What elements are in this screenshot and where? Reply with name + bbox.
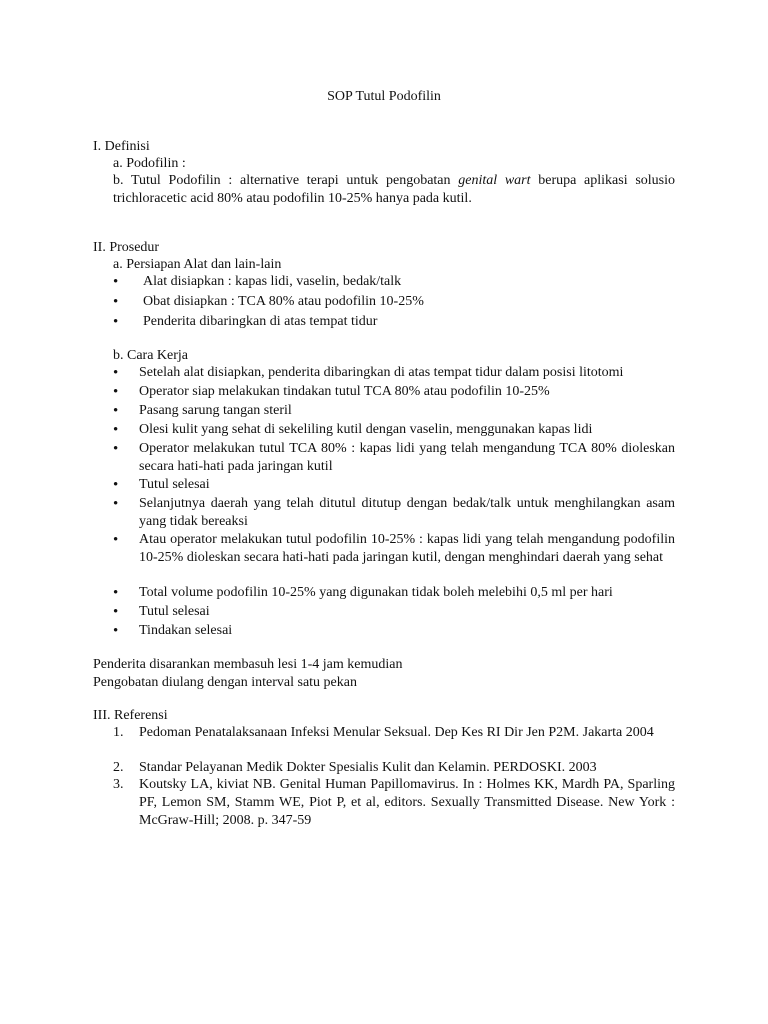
list-item-text: Total volume podofilin 10-25% yang digunakan tidak boleh melebihi 0,5 ml per hari (139, 585, 613, 600)
bullet-icon (113, 383, 133, 402)
list-item (113, 603, 675, 621)
list-item (113, 364, 675, 382)
list-item-text: Alat disiapkan : kapas lidi, vaselin, bedak/talk (143, 274, 402, 289)
list-item-text: Olesi kulit yang sehat di sekeliling kutil dengan vaselin, menggunakan kapas lidi (139, 422, 593, 437)
reference-item (113, 776, 675, 830)
list-item-text: Tutul selesai (139, 477, 210, 492)
reference-number: 1. (113, 725, 124, 740)
list-item (113, 584, 675, 602)
definisi-tutul-podofilin (113, 172, 675, 208)
list-item (113, 622, 675, 640)
list-item-text: Atau operator melakukan tutul podofilin 10-25% : kapas lidi yang telah mengandung podofilin 10-25% dioleskan secara hati-hati pada jaringan kutil, dengan menghindari daerah yang sehat (139, 532, 675, 565)
document-title: SOP Tutul Podofilin (327, 89, 441, 104)
list-item-text: Pasang sarung tangan steril (139, 403, 292, 418)
list-item-text: Setelah alat disiapkan, penderita dibaringkan di atas tempat tidur dalam posisi litotomi (139, 365, 624, 380)
definisi-podofilin: a. Podofilin : (113, 156, 186, 171)
list-item-text: Selanjutnya daerah yang telah ditutul ditutup dengan bedak/talk untuk menghilangkan asam yang tidak bereaksi (139, 496, 675, 529)
bullet-icon (113, 531, 133, 550)
bullet-icon (113, 273, 133, 292)
bullet-icon (113, 313, 133, 332)
bullet-icon (113, 402, 133, 421)
list-item (113, 402, 675, 420)
list-item (113, 421, 675, 439)
list-item (113, 531, 675, 567)
reference-item (113, 759, 675, 777)
reference-text: Koutsky LA, kiviat NB. Genital Human Papillomavirus. In : Holmes KK, Mardh PA, Sparling PF, Lemon SM, Stamm WE, Piot P, et al, editors. Sexually Transmitted Disease. New York : McGraw-Hill; 2008. p. 347-59 (139, 777, 675, 828)
reference-item (113, 724, 675, 742)
bullet-icon (113, 293, 133, 312)
section-referensi-heading: III. Referensi (93, 708, 168, 723)
list-item (113, 273, 675, 291)
list-item (113, 495, 675, 531)
list-item-text: Tindakan selesai (139, 623, 233, 638)
list-item (113, 293, 675, 311)
bullet-icon (113, 440, 133, 459)
reference-number: 2. (113, 760, 124, 775)
note-line: Penderita disarankan membasuh lesi 1-4 jam kemudian (93, 657, 403, 672)
note-line: Pengobatan diulang dengan interval satu pekan (93, 675, 357, 690)
reference-text: Pedoman Penatalaksanaan Infeksi Menular Seksual. Dep Kes RI Dir Jen P2M. Jakarta 2004 (139, 725, 654, 740)
list-item-text: Operator siap melakukan tindakan tutul TCA 80% atau podofilin 10-25% (139, 384, 550, 399)
list-item-text: Operator melakukan tutul TCA 80% : kapas lidi yang telah mengandung TCA 80% dioleskan secara hati-hati pada jaringan kutil (139, 441, 675, 474)
definisi-b-suffix: berupa aplikasi solusio trichloracetic acid 80% atau podofilin 10-25% hanya pada kutil. (113, 173, 675, 206)
list-item-text: Obat disiapkan : TCA 80% atau podofilin 10-25% (143, 294, 424, 309)
reference-number: 3. (113, 777, 124, 792)
bullet-icon (113, 584, 133, 603)
list-item (113, 476, 675, 494)
bullet-icon (113, 495, 133, 514)
bullet-icon (113, 603, 133, 622)
list-item (113, 440, 675, 476)
list-item-text: Penderita dibaringkan di atas tempat tidur (143, 314, 378, 329)
list-item-text: Tutul selesai (139, 604, 210, 619)
bullet-icon (113, 622, 133, 641)
definisi-b-italic: genital wart (458, 173, 531, 188)
list-item (113, 383, 675, 401)
persiapan-heading: a. Persiapan Alat dan lain-lain (113, 257, 282, 272)
section-prosedur-heading: II. Prosedur (93, 240, 160, 255)
reference-text: Standar Pelayanan Medik Dokter Spesialis Kulit dan Kelamin. PERDOSKI. 2003 (139, 760, 597, 775)
list-item (113, 313, 675, 331)
bullet-icon (113, 421, 133, 440)
bullet-icon (113, 364, 133, 383)
section-definisi-heading: I. Definisi (93, 139, 150, 154)
cara-kerja-heading: b. Cara Kerja (113, 348, 189, 363)
bullet-icon (113, 476, 133, 495)
definisi-b-prefix: b. Tutul Podofilin : alternative terapi untuk pengobatan (113, 173, 459, 188)
